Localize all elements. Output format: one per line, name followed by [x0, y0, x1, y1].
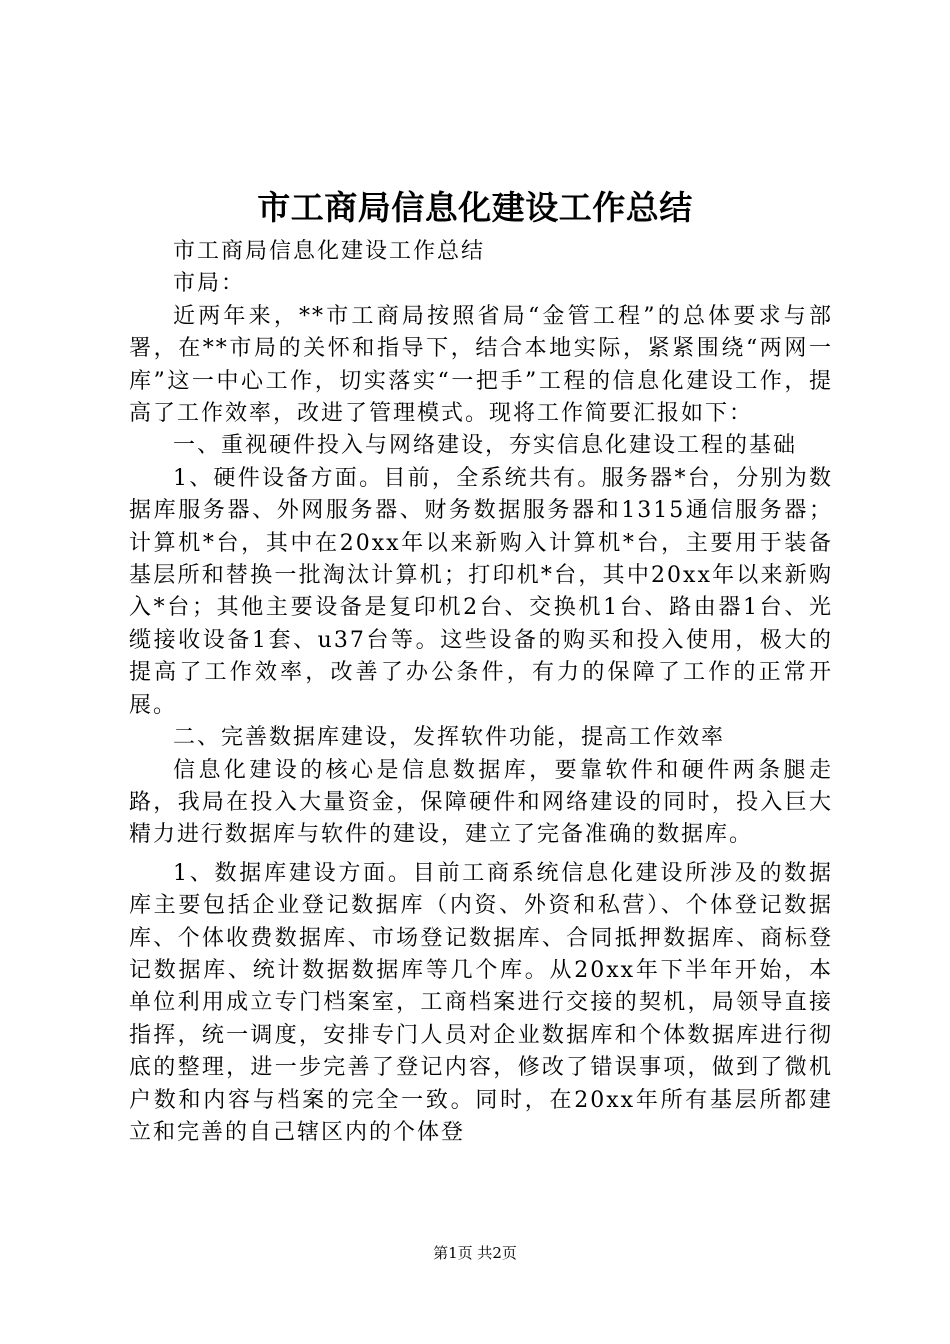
body-paragraph-salutation: 市局： — [173, 271, 246, 297]
body-paragraph-database-core: 信息化建设的核心是信息数据库，要靠软件和硬件两条腿走路，我局在投入大量资金，保障硬件和网络建设的同时，投入巨大精力进行数据库与软件的建设，建立了完备准确的数据库。 — [129, 757, 833, 848]
section-heading-1: 一、重视硬件投入与网络建设，夯实信息化建设工程的基础 — [173, 433, 798, 459]
document-body — [129, 236, 833, 1149]
body-paragraph-database-build: 1、数据库建设方面。目前工商系统信息化建设所涉及的数据库主要包括企业登记数据库（内资、外资和私营）、个体登记数据库、个体收费数据库、市场登记数据库、合同抵押数据库、商标登记数据库、统计数据数据库等几个库。从20xx年下半年开始，本单位利用成立专门档案室，工商档案进行交接的契机，局领导直接指挥，统一调度，安排专门人员对企业数据库和个体数据库进行彻底的整理，进一步完善了登记内容，修改了错误事项，做到了微机户数和内容与档案的完全一致。同时，在20xx年所有基层所都建立和完善的自己辖区内的个体登 — [129, 860, 833, 1145]
body-paragraph-intro: 近两年来，**市工商局按照省局“金管工程”的总体要求与部署，在**市局的关怀和指导下，结合本地实际，紧紧围绕“两网一库”这一中心工作，切实落实“一把手”工程的信息化建设工作，提高了工作效率，改进了管理模式。现将工作简要汇报如下： — [129, 303, 833, 427]
page-footer: 第1页 共2页 — [433, 1244, 517, 1262]
body-paragraph-subtitle: 市工商局信息化建设工作总结 — [173, 239, 486, 264]
document-title: 市工商局信息化建设工作总结 — [257, 188, 693, 227]
section-heading-2: 二、完善数据库建设，发挥软件功能，提高工作效率 — [173, 725, 726, 751]
body-paragraph-hardware: 1、硬件设备方面。目前，全系统共有。服务器*台，分别为数据库服务器、外网服务器、财务数据服务器和1315通信服务器；计算机*台，其中在20xx年以来新购入计算机*台，主要用于装备基层所和替换一批淘汰计算机；打印机*台，其中20xx年以来新购入*台；其他主要设备是复印机2台、交换机1台、路由器1台、光缆接收设备1套、u37台等。这些设备的购买和投入使用，极大的提高了工作效率，改善了办公条件，有力的保障了工作的正常开展。 — [129, 465, 833, 718]
